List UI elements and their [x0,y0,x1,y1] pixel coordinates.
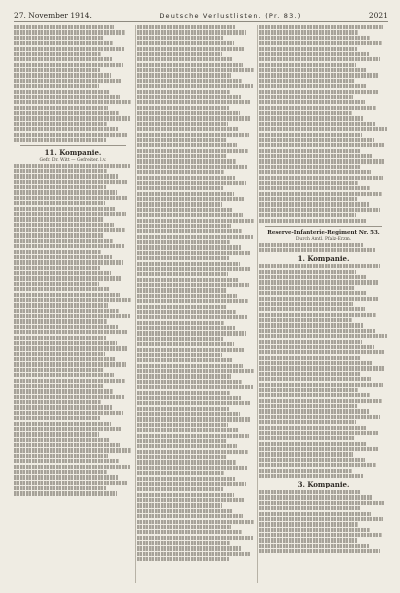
text-line [14,47,124,51]
column-divider [257,25,258,583]
text-line [137,47,244,51]
text-line [137,348,244,352]
text-line [14,293,120,297]
text-line [259,149,361,153]
column-divider [135,25,136,583]
text-line [14,36,103,40]
text-line [14,100,131,104]
text-line [259,420,356,424]
text-line [14,127,118,131]
text-line [259,122,375,126]
text-line [259,213,356,217]
text-line [259,84,366,88]
text-line [14,459,119,463]
section-rule [20,145,126,146]
text-line [137,100,251,104]
text-line [137,159,236,163]
text-line [14,373,114,377]
text-line [137,272,228,276]
text-line [137,541,230,545]
text-line [14,41,113,45]
text-line [14,169,107,173]
text-line [137,143,237,147]
text-line [259,159,384,163]
text-line [259,452,353,456]
text-line [14,486,106,490]
text-line [259,442,366,446]
text-line [137,288,227,292]
text-line [137,278,238,282]
text-line [259,463,376,467]
text-line [14,282,99,286]
text-line [14,395,124,399]
text-line [14,228,125,232]
text-line [259,106,376,110]
text-line [137,396,241,400]
text-line [137,149,248,153]
text-line [137,235,253,239]
text-line [137,471,224,475]
text-line [137,546,241,550]
text-line [14,357,115,361]
regiment-subheading: Durch Amtl. Pfalz-Erzm. [295,237,352,243]
text-line [137,460,236,464]
text-line [14,63,123,67]
text-line [137,401,251,405]
text-line [14,133,128,137]
header-page-number: 2021 [368,11,388,20]
text-line [14,465,130,469]
text-line [137,84,253,88]
text-line [137,509,233,513]
text-line [137,412,240,416]
text-line [137,380,242,384]
text-line [14,212,126,216]
text-line [259,79,354,83]
text-line [259,181,358,185]
text-line [14,244,124,248]
text-line [137,95,241,99]
text-line [14,384,103,388]
text-line [259,350,385,354]
text-line [14,138,106,142]
text-line [14,57,112,61]
text-line [137,369,254,373]
text-line [14,336,106,340]
text-line [259,47,357,51]
text-line [137,342,234,346]
text-line [14,454,108,458]
text-line [137,208,233,212]
text-line [137,439,227,443]
text-line [137,138,227,142]
text-line [137,503,222,507]
text-line [259,323,363,327]
text-line [14,470,107,474]
text-line [137,79,242,83]
text-line [259,544,369,548]
text-line [137,224,231,228]
text-line [259,334,387,338]
text-line [14,90,110,94]
text-line [14,201,105,205]
text-line [14,185,106,189]
text-line [259,63,356,67]
text-line [259,90,378,94]
text-line [259,116,363,120]
text-line [259,495,373,499]
text-line [137,229,242,233]
text-line [14,346,127,350]
text-line [137,353,222,357]
text-line [14,309,119,313]
text-line [259,436,354,440]
text-line [137,154,226,158]
text-line [14,319,107,323]
text-line [14,260,123,264]
text-line [259,501,384,505]
text-line [137,245,241,249]
text-line [259,458,365,462]
text-line [259,307,365,311]
company-heading: 3. Kompanie. [297,481,350,489]
text-line [259,313,376,317]
text-line [259,192,382,196]
text-line [14,190,117,194]
text-line [259,133,362,137]
text-line [259,517,383,521]
text-line [14,233,103,237]
text-line [259,533,382,537]
text-line [259,345,374,349]
text-line [137,186,223,190]
text-line [259,127,387,131]
text-line [137,256,229,260]
section-rule [265,226,382,227]
text-line [137,536,253,540]
text-line [137,57,233,61]
text-line [137,310,236,314]
text-line [259,30,358,34]
text-line [259,154,373,158]
text-line [14,116,130,120]
text-line [137,240,230,244]
text-line [259,41,382,45]
text-line [137,487,223,491]
text-line [137,73,231,77]
text-line [137,52,222,56]
text-line [137,176,235,180]
text-line [137,423,228,427]
text-line [259,399,382,403]
text-line [259,340,362,344]
text-line [14,400,101,404]
text-line [259,95,353,99]
text-line [259,36,370,40]
text-line [259,202,369,206]
text-line [137,530,242,534]
text-line [137,557,229,561]
text-line [259,528,370,532]
text-line [14,73,111,77]
text-line [259,248,375,252]
text-line [259,506,360,510]
text-line [259,404,357,408]
text-line [259,143,385,147]
text-line [259,111,352,115]
text-line [137,525,231,529]
text-line [259,219,367,223]
text-line [14,79,121,83]
text-line [259,329,375,333]
text-line [137,391,230,395]
text-line [137,552,251,556]
text-line [259,318,352,322]
text-line [137,450,248,454]
text-line [137,267,250,271]
page-header [14,8,388,20]
text-line [14,427,121,431]
text-line [259,447,378,451]
text-line [137,466,247,470]
text-line [137,219,254,223]
text-line [14,271,111,275]
text-line [14,475,118,479]
text-line [137,170,224,174]
text-line [14,250,101,254]
text-line [259,409,369,413]
text-line [137,315,247,319]
text-line [137,122,228,126]
text-line [259,176,383,180]
text-line [137,326,235,330]
text-line [14,122,107,126]
text-line [14,266,100,270]
section-subheading: Gefr. Dr. Witt — Gefreiter. l.v. [39,158,107,164]
text-line [137,36,223,40]
text-line [137,331,246,335]
text-line [259,57,380,61]
text-line [259,73,379,77]
text-line [259,243,363,247]
text-line [137,294,237,298]
text-line [14,164,130,168]
text-line [259,170,371,174]
text-line [259,361,373,365]
header-date: 27. November 1914. [14,11,92,20]
text-line [137,434,249,438]
text-line [14,223,114,227]
text-line [14,207,115,211]
text-line [137,455,226,459]
text-line [137,321,224,325]
text-line [259,297,378,301]
text-line [137,374,231,378]
text-line [137,181,246,185]
text-line [259,383,383,387]
header-title: Deutsche Verlustlisten. (Pr. 83.) [159,12,302,20]
text-line [259,100,365,104]
text-line [259,165,360,169]
text-line [259,538,357,542]
text-line [137,90,230,94]
text-line [259,469,352,473]
text-line [14,287,110,291]
text-line [137,493,234,497]
text-line [14,330,128,334]
text-line [137,127,238,131]
text-line [259,474,363,478]
text-line [137,305,226,309]
text-line [259,264,380,268]
text-line [259,68,367,72]
text-line [14,255,112,259]
text-line [14,443,120,447]
text-line [137,106,229,110]
text-line [137,111,240,115]
text-line [259,549,380,553]
text-line [259,490,361,494]
text-line [137,165,247,169]
text-line [14,405,112,409]
text-line [137,283,249,287]
text-line [14,95,120,99]
text-line [259,52,369,56]
text-line [14,438,110,442]
text-line [137,385,253,389]
text-line [137,251,251,255]
text-line [14,314,130,318]
text-line [259,291,366,295]
text-line [14,25,114,29]
text-line [14,491,117,495]
text-line [137,482,246,486]
text-line [137,202,222,206]
text-line [259,377,371,381]
text-line [137,192,234,196]
text-line [259,138,374,142]
text-line [259,286,354,290]
text-line [259,270,356,274]
text-line [14,174,118,178]
column-middle [137,25,255,585]
text-line [137,498,244,502]
text-line [137,25,235,29]
text-line [259,372,360,376]
text-line [137,364,243,368]
text-line [259,415,380,419]
text-line [259,356,361,360]
text-line [14,196,127,200]
text-line [14,106,108,110]
text-line [259,25,383,29]
text-line [14,411,123,415]
text-line [137,116,250,120]
text-line [14,180,128,184]
text-line [137,63,243,67]
text-line [137,417,250,421]
text-line [14,325,118,329]
text-line [14,52,101,56]
text-line [259,186,370,190]
text-line [137,444,237,448]
text-line [14,276,121,280]
text-line [137,30,246,34]
text-line [14,422,111,426]
text-line [259,366,384,370]
text-line [259,275,367,279]
header-rule [14,21,388,22]
text-line [14,368,104,372]
text-line [137,262,240,266]
text-line [14,30,125,34]
text-line [137,520,254,524]
text-line [14,111,119,115]
text-line [259,426,367,430]
text-line [14,352,105,356]
text-line [259,302,353,306]
text-line [259,393,370,397]
text-line [14,416,100,420]
company-heading: 1. Kompanie. [297,255,350,263]
text-line [137,358,233,362]
text-line [259,208,380,212]
text-line [14,217,104,221]
text-line [137,428,238,432]
text-line [14,239,113,243]
text-line [259,388,358,392]
text-line [137,407,229,411]
regiment-heading: Reserve-Infanterie-Regiment Nr. 53. [267,229,380,236]
text-line [14,432,99,436]
text-line [259,512,371,516]
text-line [137,299,248,303]
text-line [137,197,244,201]
text-line [259,197,357,201]
text-line [137,133,249,137]
text-line [137,337,223,341]
text-line [14,379,125,383]
text-line [14,341,117,345]
text-line [14,298,131,302]
text-line [259,280,379,284]
text-line [14,68,100,72]
text-line [137,68,254,72]
text-line [14,84,99,88]
text-line [137,514,243,518]
column-right [259,25,388,585]
text-line [14,362,126,366]
text-line [259,431,379,435]
column-left [14,25,132,585]
text-line [137,477,235,481]
text-line [137,41,234,45]
section-heading: 11. Kompanie. [44,149,102,157]
text-line [14,389,113,393]
text-line [259,522,358,526]
text-line [14,303,108,307]
text-line [14,481,128,485]
text-line [14,448,131,452]
text-line [137,213,243,217]
